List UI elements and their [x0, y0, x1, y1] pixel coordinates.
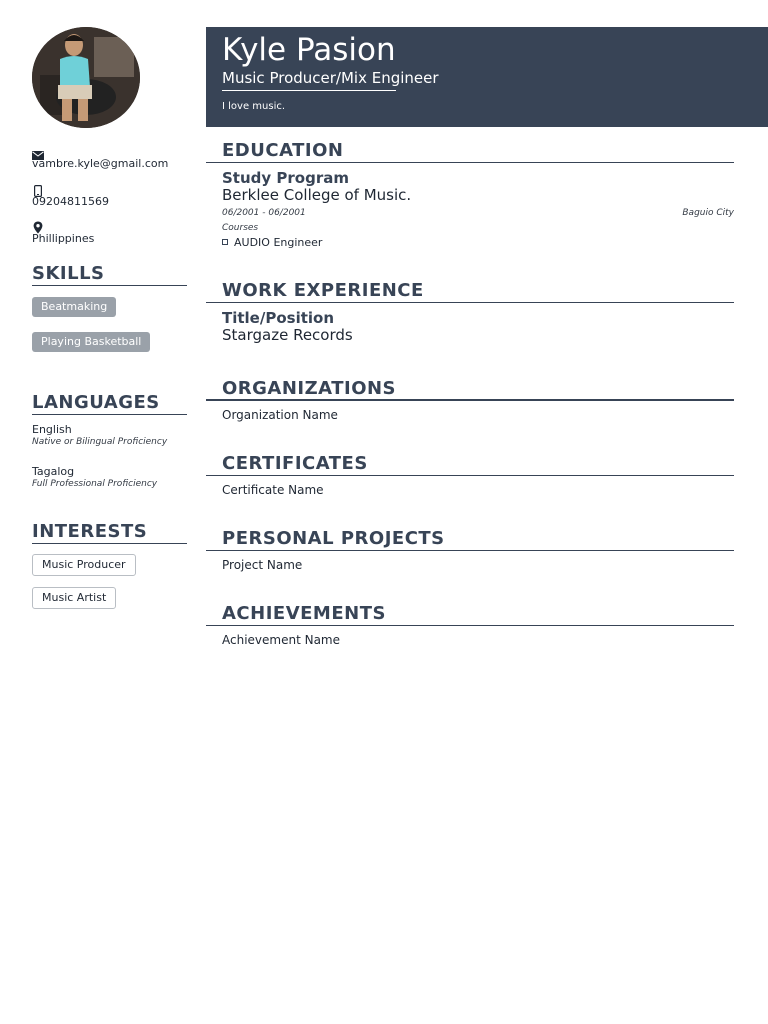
- organization-name: Organization Name: [222, 408, 338, 422]
- certificates-heading: CERTIFICATES: [222, 453, 368, 474]
- email-link[interactable]: vambre.kyle@gmail.com: [32, 157, 169, 170]
- project-name: Project Name: [222, 558, 303, 572]
- certificates-divider: [206, 475, 734, 476]
- achievement-name: Achievement Name: [222, 633, 341, 647]
- title-underline: [222, 90, 396, 91]
- work-divider: [206, 302, 734, 303]
- organizations-heading: ORGANIZATIONS: [222, 378, 397, 399]
- skill-tag: Playing Basketball: [32, 332, 150, 352]
- skills-divider: [32, 285, 187, 286]
- projects-divider: [206, 550, 734, 551]
- location-text: Phillippines: [32, 232, 95, 245]
- education-dates: 06/2001 - 06/2001: [222, 208, 306, 218]
- languages-divider: [32, 414, 187, 415]
- course-item: [222, 236, 322, 249]
- language-level: Native or Bilingual Proficiency: [32, 437, 168, 447]
- interests-heading: INTERESTS: [32, 521, 148, 542]
- study-program-label: Study Program: [222, 169, 349, 187]
- language-name: Tagalog: [32, 465, 75, 478]
- language-level: Full Professional Proficiency: [32, 479, 158, 489]
- candidate-title: Music Producer/Mix Engineer: [222, 69, 439, 87]
- school-name: Berklee College of Music.: [222, 186, 412, 204]
- education-city: Baguio City: [682, 208, 734, 218]
- languages-heading: LANGUAGES: [32, 392, 160, 413]
- achievements-heading: ACHIEVEMENTS: [222, 603, 386, 624]
- work-experience-heading: WORK EXPERIENCE: [222, 280, 424, 301]
- summary-text: I love music.: [222, 101, 286, 112]
- bullet-square-icon: [222, 239, 228, 245]
- courses-label: Courses: [222, 223, 259, 233]
- position-label: Title/Position: [222, 309, 335, 327]
- course-name: AUDIO Engineer: [234, 236, 323, 249]
- avatar-photo: [32, 27, 140, 128]
- skills-heading: SKILLS: [32, 263, 105, 284]
- interests-divider: [32, 543, 187, 544]
- candidate-name: Kyle Pasion: [222, 32, 396, 68]
- achievements-divider: [206, 625, 734, 626]
- phone-number: 09204811569: [32, 195, 109, 208]
- education-heading: EDUCATION: [222, 140, 344, 161]
- organizations-divider: [206, 399, 734, 401]
- interest-tag: Music Producer: [32, 554, 136, 576]
- personal-projects-heading: PERSONAL PROJECTS: [222, 528, 445, 549]
- education-divider: [206, 162, 734, 163]
- certificate-name: Certificate Name: [222, 483, 324, 497]
- language-name: English: [32, 423, 72, 436]
- interest-tag: Music Artist: [32, 587, 116, 609]
- company-name: Stargaze Records: [222, 326, 353, 344]
- avatar: [32, 27, 140, 128]
- skill-tag: Beatmaking: [32, 297, 116, 317]
